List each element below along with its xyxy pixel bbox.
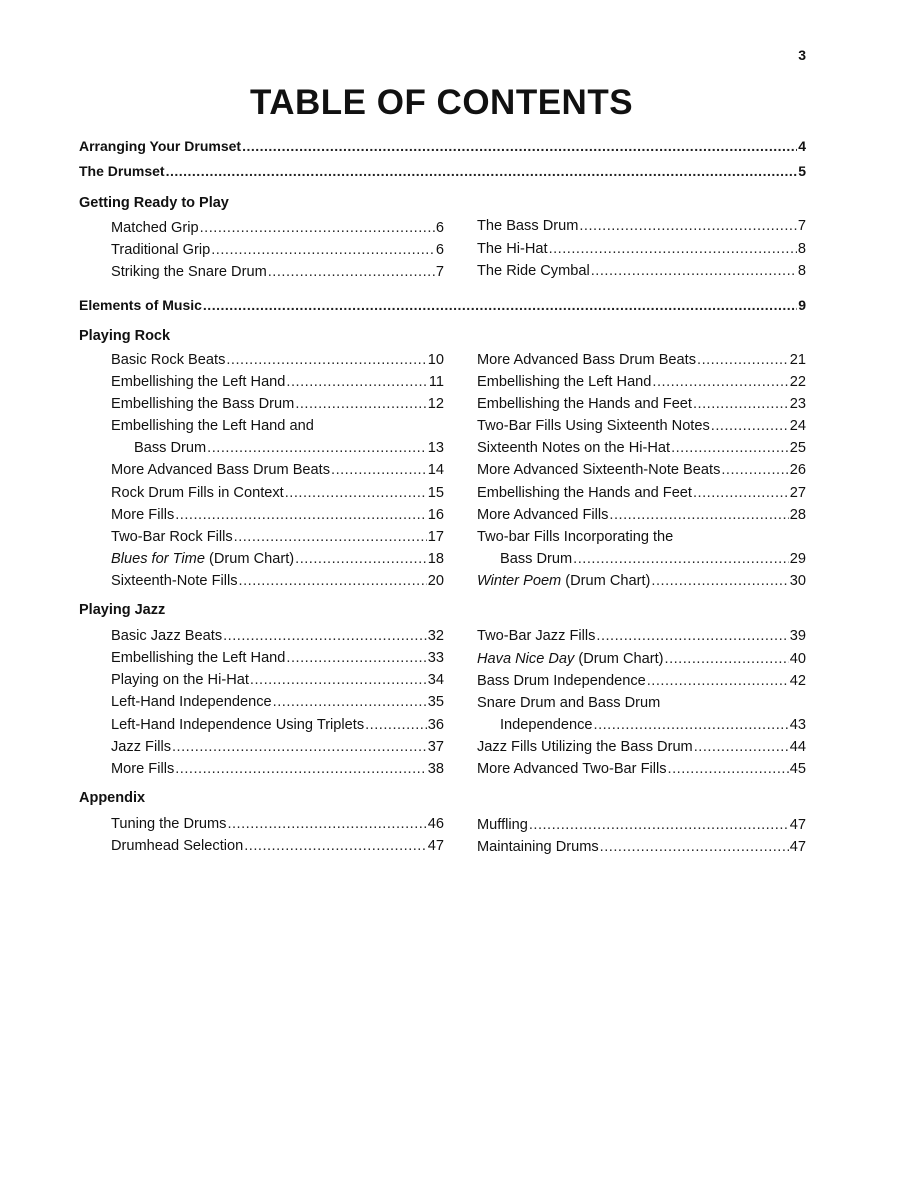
- section-heading-appendix: Appendix: [79, 790, 146, 806]
- toc-entry[interactable]: Traditional Grip ..... 6: [111, 241, 444, 259]
- drum-chart-title: Winter Poem: [477, 573, 562, 589]
- toc-entry[interactable]: More Advanced Sixteenth-Note Beats ..... 26: [477, 461, 806, 479]
- section-heading-playing-rock: Playing Rock: [79, 328, 171, 344]
- toc-entry[interactable]: Winter Poem (Drum Chart) ..... 30: [477, 572, 806, 590]
- toc-entry-line1[interactable]: Embellishing the Left Hand and: [111, 418, 314, 434]
- toc-entry[interactable]: More Advanced Bass Drum Beats ..... 21: [477, 351, 806, 369]
- toc-entry[interactable]: Matched Grip ..... 6: [111, 219, 444, 237]
- toc-entry[interactable]: Tuning the Drums ..... 46: [111, 815, 444, 833]
- toc-entry-arranging[interactable]: [79, 137, 806, 155]
- toc-entry-page: 5: [798, 163, 806, 179]
- toc-entry[interactable]: Bass Drum ..... 13: [134, 439, 444, 457]
- toc-entry-line1[interactable]: Snare Drum and Bass Drum: [477, 695, 661, 711]
- section-heading-playing-jazz: Playing Jazz: [79, 602, 166, 618]
- toc-entry[interactable]: Bass Drum ..... 29: [500, 550, 806, 568]
- toc-entry[interactable]: Basic Rock Beats ..... 10: [111, 351, 444, 369]
- toc-entry[interactable]: Embellishing the Left Hand ..... 22: [477, 373, 806, 391]
- toc-entry[interactable]: More Fills ..... 16: [111, 506, 444, 524]
- toc-entry-page: 4: [798, 138, 806, 154]
- toc-entry[interactable]: More Advanced Bass Drum Beats ..... 14: [111, 461, 444, 479]
- toc-entry[interactable]: Two-Bar Jazz Fills ..... 39: [477, 627, 806, 645]
- toc-entry[interactable]: The Hi-Hat ..... 8: [477, 240, 806, 258]
- toc-entry[interactable]: More Fills ..... 38: [111, 760, 444, 778]
- toc-entry[interactable]: Two-Bar Rock Fills ..... 17: [111, 528, 444, 546]
- toc-entry[interactable]: Two-Bar Fills Using Sixteenth Notes ..... 24: [477, 417, 806, 435]
- toc-entry[interactable]: Jazz Fills Utilizing the Bass Drum ..... 44: [477, 738, 806, 756]
- toc-entry-label: The Drumset: [79, 163, 165, 179]
- toc-entry-label: Arranging Your Drumset: [79, 138, 242, 154]
- toc-entry[interactable]: Bass Drum Independence ..... 42: [477, 672, 806, 690]
- toc-entry[interactable]: Left-Hand Independence Using Triplets ..... 36: [111, 716, 444, 734]
- toc-entry[interactable]: Drumhead Selection ..... 47: [111, 837, 444, 855]
- page-title: TABLE OF CONTENTS: [249, 83, 634, 122]
- toc-entry[interactable]: The Bass Drum ..... 7: [477, 217, 806, 235]
- toc-entry[interactable]: Hava Nice Day (Drum Chart) ..... 40: [477, 650, 806, 668]
- toc-entry[interactable]: Embellishing the Hands and Feet ..... 23: [477, 395, 806, 413]
- page-number: 3: [798, 47, 806, 63]
- toc-entry[interactable]: The Ride Cymbal ..... 8: [477, 262, 806, 280]
- toc-entry[interactable]: More Advanced Fills ..... 28: [477, 506, 806, 524]
- toc-entry[interactable]: Blues for Time (Drum Chart) ..... 18: [111, 550, 444, 568]
- toc-entry[interactable]: Embellishing the Bass Drum ..... 12: [111, 395, 444, 413]
- toc-entry-line1[interactable]: Two-bar Fills Incorporating the: [477, 529, 674, 545]
- toc-entry[interactable]: Sixteenth Notes on the Hi-Hat ..... 25: [477, 439, 806, 457]
- toc-entry[interactable]: Muffling ..... 47: [477, 816, 806, 834]
- section-heading-getting-ready: Getting Ready to Play: [79, 195, 229, 211]
- toc-entry[interactable]: Embellishing the Left Hand ..... 33: [111, 649, 444, 667]
- toc-entry[interactable]: More Advanced Two-Bar Fills ..... 45: [477, 760, 806, 778]
- toc-entry-elements-of-music[interactable]: Elements of Music ..... 9: [79, 296, 806, 314]
- toc-entry[interactable]: Playing on the Hi-Hat ..... 34: [111, 671, 444, 689]
- toc-entry[interactable]: Maintaining Drums ..... 47: [477, 838, 806, 856]
- toc-entry[interactable]: Embellishing the Left Hand ..... 11: [111, 373, 444, 391]
- drum-chart-title: Hava Nice Day: [477, 651, 575, 667]
- toc-entry[interactable]: Basic Jazz Beats ..... 32: [111, 627, 444, 645]
- toc-entry[interactable]: Jazz Fills ..... 37: [111, 738, 444, 756]
- toc-entry[interactable]: Independence ..... 43: [500, 716, 806, 734]
- toc-entry[interactable]: Sixteenth-Note Fills ..... 20: [111, 572, 444, 590]
- drum-chart-title: Blues for Time: [111, 551, 205, 567]
- toc-entry-drumset[interactable]: [79, 162, 806, 180]
- toc-entry[interactable]: Rock Drum Fills in Context ..... 15: [111, 484, 444, 502]
- toc-entry[interactable]: Striking the Snare Drum ..... 7: [111, 263, 444, 281]
- toc-entry[interactable]: Embellishing the Hands and Feet ..... 27: [477, 484, 806, 502]
- toc-entry[interactable]: Left-Hand Independence ..... 35: [111, 693, 444, 711]
